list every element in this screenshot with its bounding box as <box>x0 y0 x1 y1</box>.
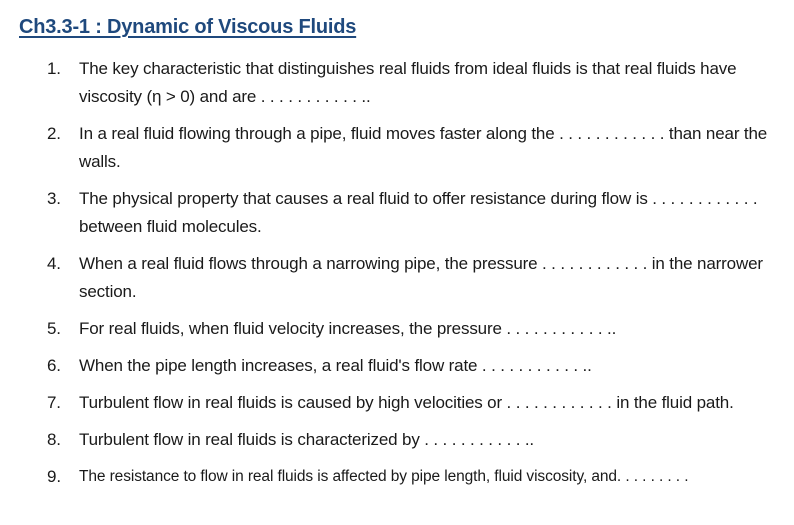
question-number: 1. <box>47 59 61 78</box>
question-text: The resistance to flow in real fluids is affected by pipe length, fluid viscosity, and. . . . . . . . . <box>79 468 689 485</box>
question-list <box>0 55 794 500</box>
question-item <box>0 352 794 380</box>
question-item <box>0 463 794 491</box>
question-text: The key characteristic that distinguishes real fluids from ideal fluids is that real fluids have viscosity (η > 0) and are . . . . . . . . . . . .. <box>79 59 737 106</box>
question-number: 2. <box>47 124 61 143</box>
question-item <box>0 315 794 343</box>
question-text: Turbulent flow in real fluids is caused by high velocities or . . . . . . . . . . . . in the fluid path. <box>79 393 734 412</box>
page-title: Ch3.3-1 : Dynamic of Viscous Fluids <box>19 16 357 38</box>
question-number: 5. <box>47 319 61 338</box>
question-number: 9. <box>47 467 61 486</box>
question-item <box>0 389 794 417</box>
question-item <box>0 120 794 176</box>
question-text: When a real fluid flows through a narrowing pipe, the pressure . . . . . . . . . . . . in the narrower section. <box>79 254 763 301</box>
question-text: The physical property that causes a real fluid to offer resistance during flow is . . . . . . . . . . . . between fluid molecules. <box>79 189 758 236</box>
question-number: 4. <box>47 254 61 273</box>
question-text: For real fluids, when fluid velocity increases, the pressure . . . . . . . . . . . .. <box>79 319 617 338</box>
question-text: In a real fluid flowing through a pipe, fluid moves faster along the . . . . . . . . . . . . than near the walls. <box>79 124 768 171</box>
question-text: Turbulent flow in real fluids is characterized by . . . . . . . . . . . .. <box>79 430 535 449</box>
question-text: When the pipe length increases, a real fluid's flow rate . . . . . . . . . . . .. <box>79 356 592 375</box>
question-number: 7. <box>47 393 61 412</box>
question-item <box>0 185 794 241</box>
question-number: 6. <box>47 356 61 375</box>
question-item <box>0 250 794 306</box>
question-item <box>0 426 794 454</box>
question-item <box>0 55 794 111</box>
question-number: 8. <box>47 430 61 449</box>
question-number: 3. <box>47 189 61 208</box>
